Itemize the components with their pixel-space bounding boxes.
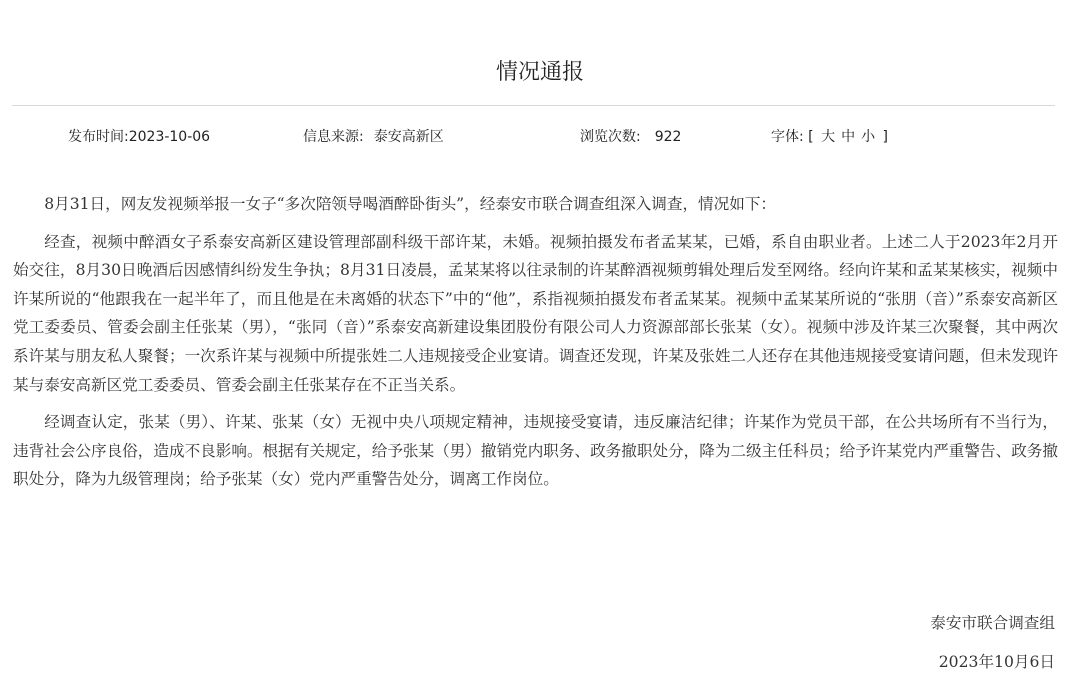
- signature-date: 2023年10月6日: [938, 653, 1055, 671]
- view-count-value: 922: [654, 129, 682, 145]
- article-paragraph: 经调查认定，张某（男）、许某、张某（女）无视中央八项规定精神，违规接受宴请，违反廉洁纪律；许某作为党员干部，在公共场所有不当行为，违背社会公序良俗，造成不良影响。根据有关规定，给予张某（男）撤销党内职务、政务撤职处分，降为二级主任科员；给予许某党内严重警告、政务撤职处分，降为九级管理岗；给予张某（女）党内严重警告处分，调离工作岗位。: [13, 413, 1058, 489]
- article-title: 情况通报: [495, 60, 584, 85]
- title-divider: [12, 105, 1055, 106]
- info-source: [303, 127, 444, 147]
- view-count: [580, 127, 681, 147]
- article-paragraph: 经查，视频中醉酒女子系泰安高新区建设管理部副科级干部许某，未婚。视频拍摄发布者孟某某，已婚，系自由职业者。上述二人于2023年2月开始交往，8月30日晚酒后因感情纠纷发生争执；8月31日凌晨，孟某某将以往录制的许某醉酒视频剪辑处理后发至网络。经向许某和孟某某核实，视频中许某所说的“他跟我在一起半年了，而且他是在未离婚的状态下”中的“他”，系指视频拍摄发布者孟某某。视频中孟某某所说的“张朋（音）”系泰安高新区党工委委员、管委会副主任张某（男），“张同（音）”系泰安高新建设集团股份有限公司人力资源部部长张某（女）。视频中涉及许某三次聚餐，其中两次系许某与朋友私人聚餐；一次系许某与视频中所提张姓二人违规接受企业宴请。调查还发现，许某及张姓二人还存在其他违规接受宴请问题，但未发现许某与泰安高新区党工委委员、管委会副主任张某存在不正当关系。: [13, 232, 1058, 394]
- font-size-small-button[interactable]: 小: [861, 129, 876, 145]
- font-size-large-button[interactable]: 大: [821, 129, 836, 145]
- publish-date-label: 发布时间:: [68, 129, 129, 145]
- signature-org: 泰安市联合调查组: [930, 614, 1055, 632]
- font-size-medium-button[interactable]: 中: [841, 129, 856, 145]
- publish-date: [68, 127, 210, 147]
- font-size-selector: [771, 127, 888, 147]
- article-body: [13, 190, 1058, 503]
- view-count-label: 浏览次数:: [580, 129, 641, 145]
- font-bracket-close: ]: [882, 129, 889, 145]
- info-source-value: 泰安高新区: [373, 129, 444, 145]
- article-paragraph: 8月31日，网友发视频举报一女子“多次陪领导喝酒醉卧街头”，经泰安市联合调查组深入调查，情况如下：: [44, 195, 777, 213]
- info-source-label: 信息来源:: [303, 129, 364, 145]
- font-bracket-open: [: [808, 129, 814, 145]
- publish-date-value: 2023-10-06: [128, 129, 211, 145]
- font-size-label: 字体:: [771, 129, 804, 145]
